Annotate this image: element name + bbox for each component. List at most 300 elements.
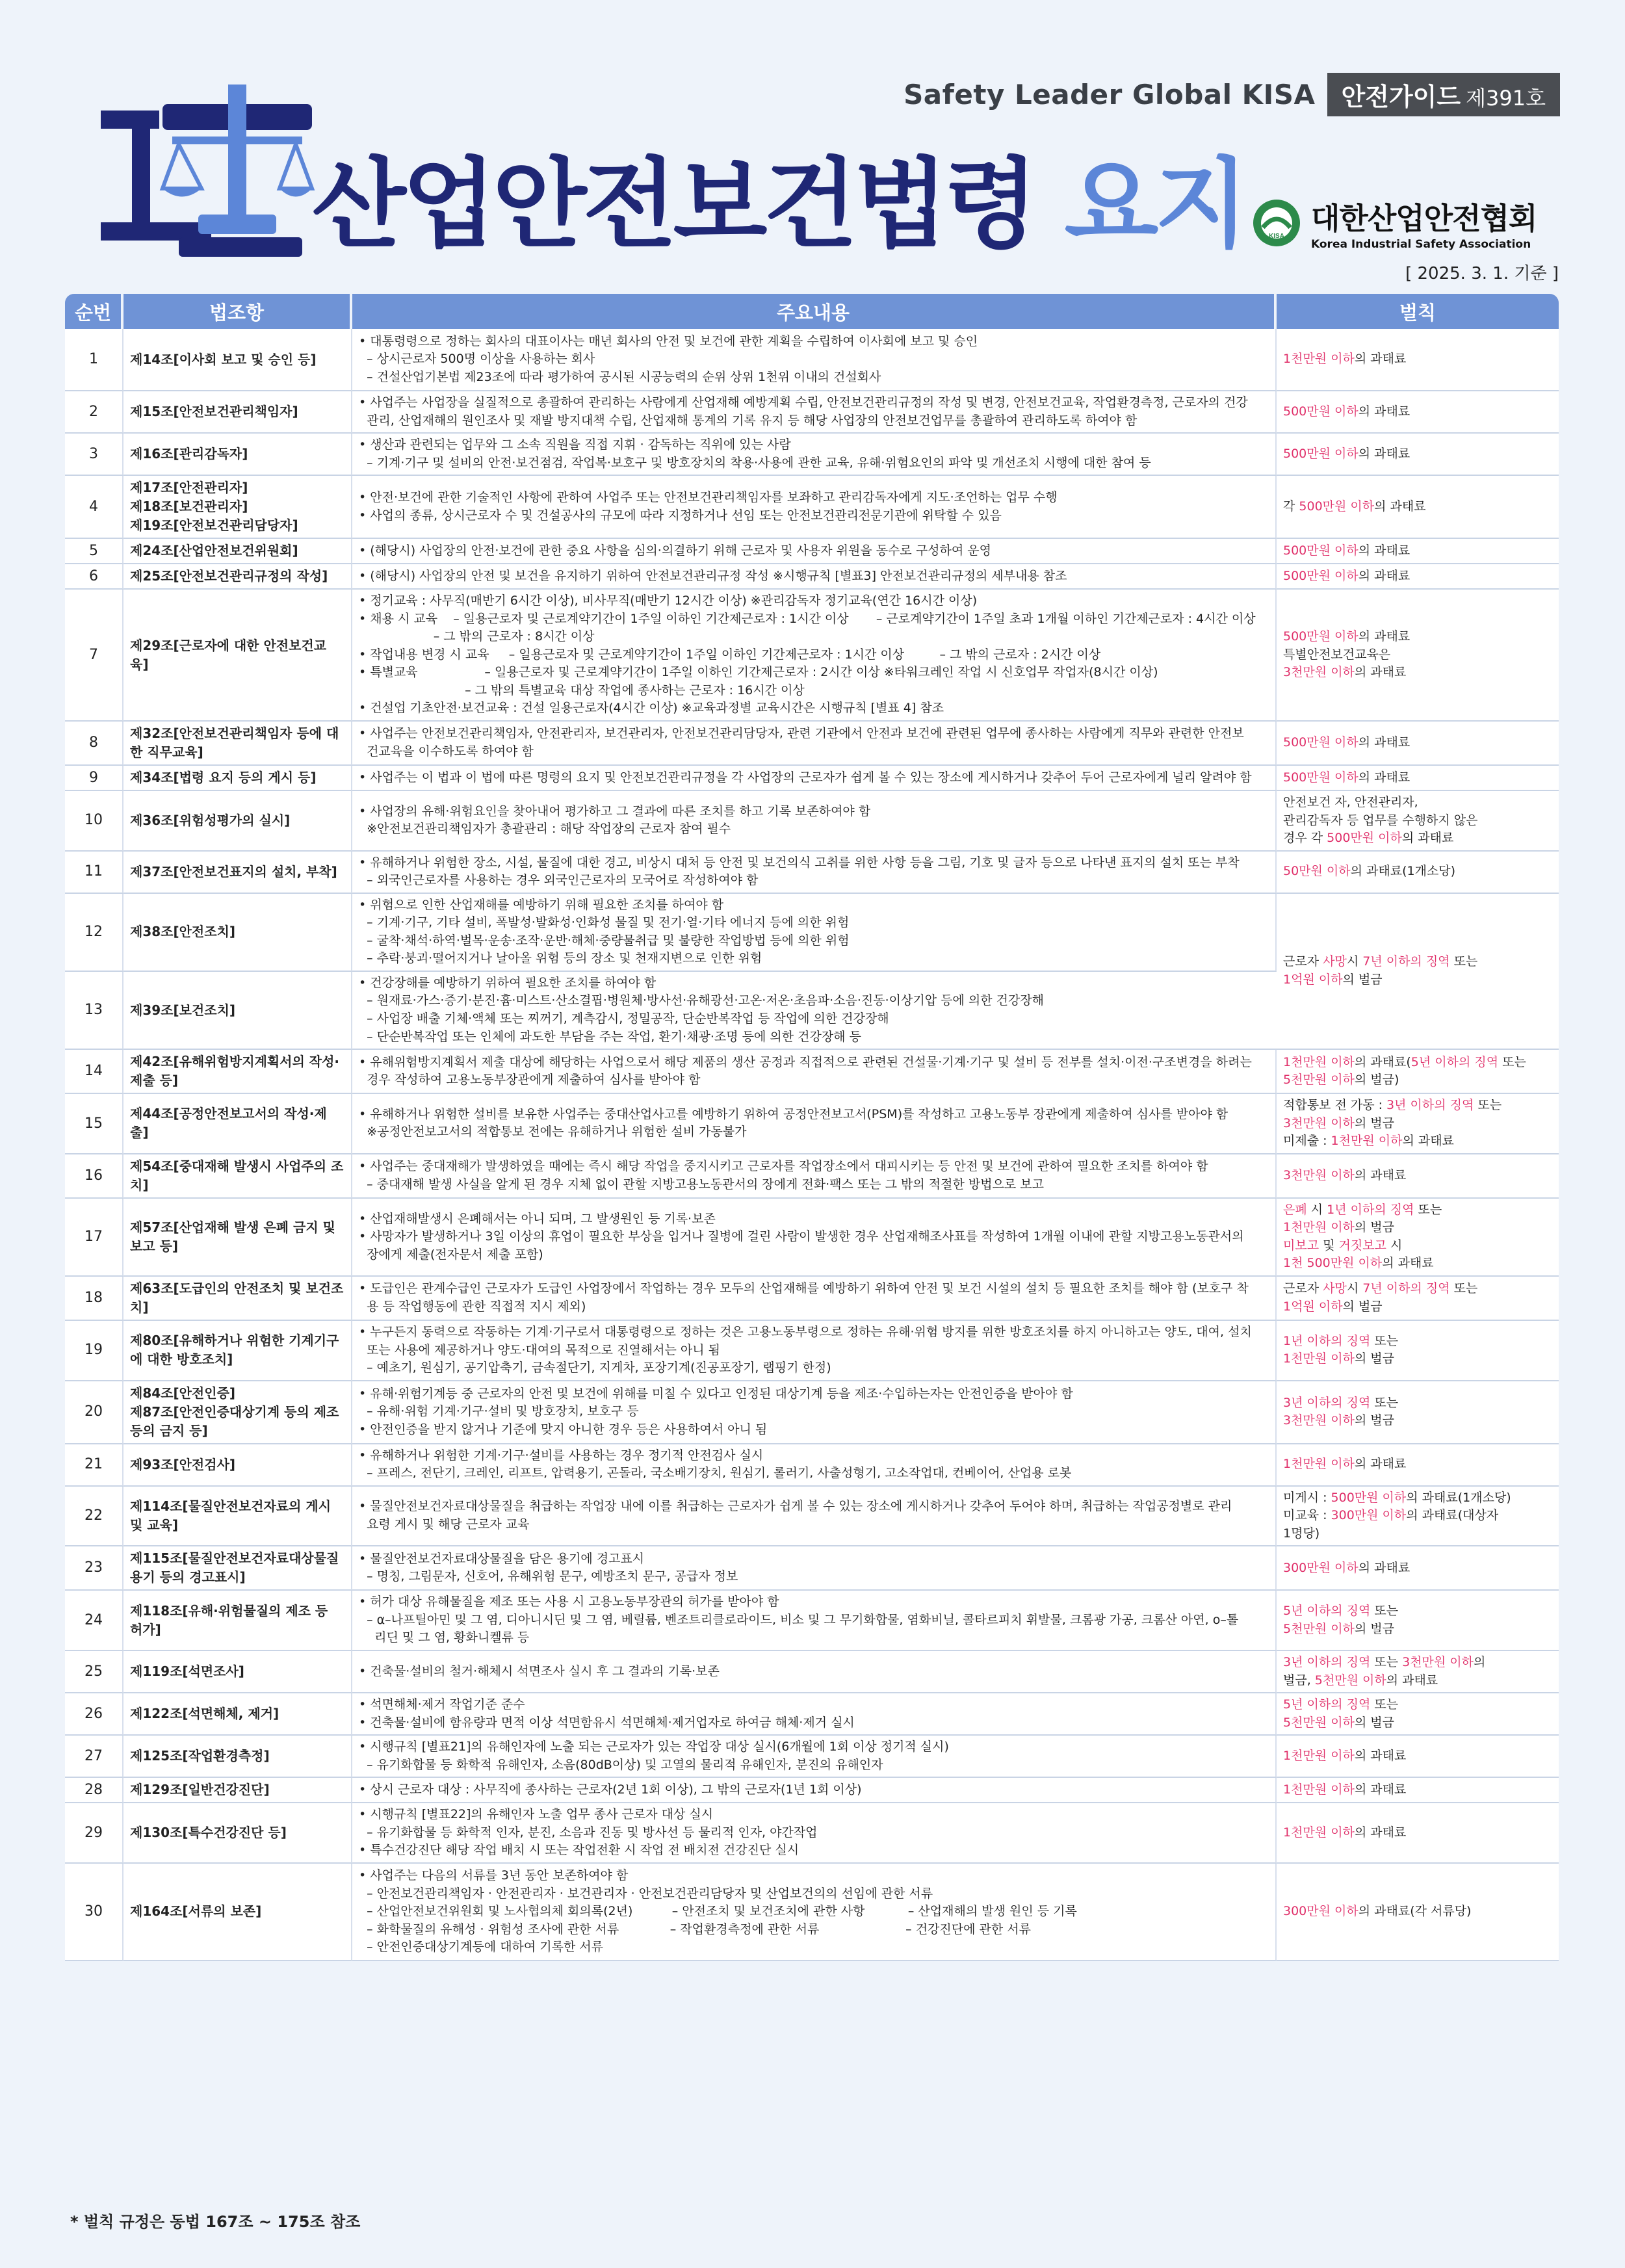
table-row	[65, 1094, 1559, 1154]
penalty	[1277, 1321, 1559, 1381]
guide-badge	[1327, 73, 1560, 116]
penalty-text: 또는	[1370, 1604, 1399, 1619]
table-row	[65, 1154, 1559, 1199]
row-number: 14	[65, 1050, 124, 1094]
content-line: • 유해하거나 위험한 기계·기구·설비를 사용하는 경우 정기적 안전검사 실시	[359, 1448, 764, 1463]
penalty-amount: 3천만원 이하	[1402, 1654, 1474, 1669]
penalty-line	[1283, 498, 1552, 516]
penalty	[1277, 476, 1559, 539]
penalty	[1277, 852, 1559, 894]
penalty-amount: 사망	[1323, 954, 1347, 969]
penalty-amount: 1천만원 이하	[1283, 1457, 1355, 1472]
row-number: 22	[65, 1487, 124, 1547]
penalty-line	[1283, 953, 1552, 971]
penalty-line	[1283, 1507, 1552, 1525]
penalty-line	[1283, 1489, 1552, 1507]
main-content	[352, 434, 1277, 476]
main-content	[352, 1864, 1277, 1961]
penalty-line	[1283, 829, 1552, 848]
penalty-amount: 500만원 이하	[1283, 543, 1358, 558]
penalty-text: 의 과태료	[1401, 831, 1454, 846]
header-penalty: 벌칙	[1277, 294, 1559, 329]
penalty	[1277, 1199, 1559, 1277]
penalty-amount: 300만원 이하	[1283, 1560, 1358, 1575]
row-number: 20	[65, 1381, 124, 1444]
header-content: 주요내용	[352, 294, 1277, 329]
main-content	[352, 894, 1277, 972]
page-title	[312, 148, 1245, 261]
content-line: – 상시근로자 500명 이상을 사용하는 회사	[359, 352, 595, 367]
content-line: – 그 밖의 특별교육 대상 작업에 종사하는 근로자 : 16시간 이상	[359, 683, 805, 697]
content-line: 리딘 및 그 염, 황화니켈류 등	[359, 1630, 530, 1645]
penalty-amount: 1억원 이하	[1283, 972, 1343, 987]
penalty-amount: 5천만원 이하	[1283, 1073, 1355, 1088]
table-row	[65, 564, 1559, 590]
penalty-amount: 1천만원 이하	[1283, 1351, 1355, 1366]
content-line: • 사업주는 다음의 서류를 3년 동안 보존하여야 함	[359, 1868, 629, 1883]
row-number: 4	[65, 476, 124, 539]
law-article: 제57조[산업재해 발생 은폐 금지 및 보고 등]	[124, 1199, 352, 1277]
table-row	[65, 391, 1559, 434]
content-line: • 안전·보건에 관한 기술적인 사항에 관하여 사업주 또는 안전보건관리책임자를 보좌하고 관리감독자에게 지도·조언하는 업무 수행	[359, 490, 1058, 505]
main-content	[352, 329, 1277, 391]
penalty-text: 관리감독자 등 업무를 수행하지 않은	[1283, 813, 1478, 828]
penalty-amount: 1년 이하의 징역	[1283, 1333, 1371, 1348]
penalty-amount: 5천만원 이하	[1283, 1621, 1355, 1636]
penalty-amount: 1천만원 이하	[1283, 1748, 1355, 1763]
content-line: – 단순반복작업 또는 인체에 과도한 부담을 주는 작업, 환기·채광·조명 등에 의한 건강장해 등	[359, 1029, 861, 1044]
penalty-line	[1283, 1298, 1552, 1316]
penalty-line	[1283, 1525, 1552, 1543]
header-no: 순번	[65, 294, 124, 329]
penalty-line	[1283, 1621, 1552, 1639]
penalty-text: 의 과태료	[1358, 770, 1410, 785]
penalty-amount: 1천만원 이하	[1283, 1054, 1355, 1069]
penalty-text: 의	[1474, 1654, 1486, 1669]
main-content	[352, 1693, 1277, 1736]
table-row	[65, 1651, 1559, 1693]
main-content	[352, 476, 1277, 539]
content-line: • 사업의 종류, 상시근로자 수 및 건설공사의 규모에 따라 지정하거나 선임 또는 안전보건관리전문기관에 위탁할 수 있음	[359, 508, 1002, 523]
law-article: 제32조[안전보건관리책임자 등에 대한 직무교육]	[124, 722, 352, 766]
law-article: 제164조[서류의 보존]	[124, 1864, 352, 1961]
table-row	[65, 1803, 1559, 1864]
penalty-text: 의 과태료	[1358, 735, 1410, 750]
content-line: • 안전인증을 받지 않거나 기준에 맞지 아니한 경우 등은 사용하여서 아니 됨	[359, 1422, 768, 1437]
penalty-line	[1283, 1350, 1552, 1368]
penalty-text: 또는	[1498, 1054, 1526, 1069]
penalty-amount: 300만원 이하	[1331, 1508, 1407, 1523]
content-line: – 안전보건관리책임자 · 안전관리자 · 보건관리자 · 안전보건관리담당자 및 산업보건의의 선임에 관한 서류	[359, 1886, 933, 1901]
main-content	[352, 590, 1277, 722]
row-number: 8	[65, 722, 124, 766]
content-line: • 특수건강진단 해당 작업 배치 시 또는 작업전환 시 작업 전 배치전 건강진단 실시	[359, 1843, 800, 1858]
penalty-amount: 3년 이하의 징역	[1283, 1395, 1371, 1410]
content-line: • 건설업 기초안전·보건교육 : 건설 일용근로자(4시간 이상) ※교육과정별 교육시간은 시행규칙 [별표 4] 참조	[359, 701, 944, 716]
penalty-text: 의 벌금	[1354, 1220, 1395, 1235]
penalty-text: 또는	[1370, 1333, 1399, 1348]
table-row	[65, 434, 1559, 476]
penalty-text: 또는	[1474, 1098, 1502, 1113]
content-line: • 건강장해를 예방하기 위하여 필요한 조치를 하여야 함	[359, 975, 656, 990]
penalty-line	[1283, 1602, 1552, 1621]
content-line: – 사업장 배출 기체·액체 또는 찌꺼기, 계측감시, 정밀공작, 단순반복작업 등 작업에 의한 건강장해	[359, 1011, 889, 1026]
content-line: – 명칭, 그림문자, 신호어, 유해위험 문구, 예방조치 문구, 공급자 정보	[359, 1569, 738, 1584]
content-line: 또는 사용에 제공하거나 양도·대여의 목적으로 진열해서는 아니 됨	[359, 1342, 720, 1357]
content-line: • 사업주는 사업장을 실질적으로 총괄하여 관리하는 사람에게 산업재해 예방계획 수립, 안전보건관리규정의 작성 및 변경, 안전보건교육, 작업환경측정, 근로자의 건강	[359, 395, 1248, 410]
table-row	[65, 1778, 1559, 1803]
penalty	[1277, 1693, 1559, 1736]
penalty-amount: 500만원 이하	[1283, 629, 1358, 644]
penalty-line	[1283, 1115, 1552, 1133]
content-line: • 시행규칙 [별표22]의 유해인자 노출 업무 종사 근로자 대상 실시	[359, 1807, 714, 1822]
content-line: – 유해·위험 기계·기구·설비 및 방호장치, 보호구 등	[359, 1404, 639, 1419]
penalty-amount: 1천만원 이하	[1283, 1825, 1355, 1840]
row-number: 15	[65, 1094, 124, 1154]
penalty-text: 1명당)	[1283, 1526, 1320, 1541]
main-content	[352, 1591, 1277, 1651]
penalty-line	[1283, 794, 1552, 812]
row-number: 28	[65, 1778, 124, 1803]
penalty-amount: 5년 이하의 징역	[1283, 1697, 1371, 1712]
content-line: – 기계·기구, 기타 설비, 폭발성·발화성·인화성 물질 및 전기·열·기타 에너지 등에 의한 위험	[359, 915, 850, 930]
penalty-text: 의 과태료	[1358, 446, 1410, 461]
row-number: 9	[65, 766, 124, 791]
penalty-line	[1283, 1654, 1552, 1672]
row-number: 10	[65, 791, 124, 852]
main-content	[352, 1803, 1277, 1864]
content-line: • 정기교육 : 사무직(매반기 6시간 이상), 비사무직(매반기 12시간 이상) ※관리감독자 정기교육(연간 16시간 이상)	[359, 593, 978, 608]
guide-label: 안전가이드	[1341, 83, 1461, 111]
content-line: ※안전보건관리책임자가 총괄관리 : 해당 작업장의 근로자 참여 필수	[359, 822, 731, 837]
content-line: – 굴착·채석·하역·벌목·운송·조작·운반·해체·중량물취급 및 불량한 작업방법 등에 의한 위험	[359, 933, 850, 948]
law-article: 제114조[물질안전보건자료의 게시 및 교육]	[124, 1487, 352, 1547]
penalty-text: 의 과태료	[1354, 1457, 1407, 1472]
content-line: • 건축물·설비의 철거·해체시 석면조사 실시 후 그 결과의 기록·보존	[359, 1663, 720, 1678]
penalty-text: 또는	[1370, 1395, 1399, 1410]
content-line: • (해당시) 사업장의 안전·보건에 관한 중요 사항을 심의·의결하기 위해 근로자 및 사용자 위원을 동수로 구성하여 운영	[359, 543, 991, 558]
content-line: – 예초기, 원심기, 공기압축기, 금속절단기, 지게차, 포장기계(진공포장기, 랩핑기 한정)	[359, 1361, 831, 1375]
row-number: 29	[65, 1803, 124, 1864]
row-number: 5	[65, 539, 124, 564]
penalty	[1277, 539, 1559, 564]
penalty-amount: 3천만원 이하	[1283, 1167, 1355, 1182]
penalty	[1277, 791, 1559, 852]
penalty-line	[1283, 734, 1552, 752]
law-article: 제24조[산업안전보건위원회]	[124, 539, 352, 564]
penalty	[1277, 1651, 1559, 1693]
table-row	[65, 852, 1559, 894]
content-line: • 특별교육 – 일용근로자 및 근로계약기간이 1주일 이하인 기간제근로자 : 2시간 이상 ※타워크레인 작업 시 신호업무 작업자(8시간 이상)	[359, 665, 1158, 680]
content-line: – 유기화합물 등 화학적 인자, 분진, 소음과 진동 및 방사선 등 물리적 인자, 야간작업	[359, 1825, 818, 1840]
penalty-text: 특별안전보건교육은	[1283, 647, 1391, 662]
main-content	[352, 1050, 1277, 1094]
penalty-amount: 3년 이하의 징역	[1283, 1654, 1371, 1669]
main-content	[352, 1736, 1277, 1778]
penalty-amount: 500만원 이하	[1327, 831, 1402, 846]
penalty-text: 적합통보 전 가동 :	[1283, 1098, 1387, 1113]
row-number: 17	[65, 1199, 124, 1277]
row-number: 11	[65, 852, 124, 894]
law-article: 제17조[안전관리자] 제18조[보건관리자] 제19조[안전보건관리담당자]	[124, 476, 352, 539]
law-article: 제37조[안전보건표지의 설치, 부착]	[124, 852, 352, 894]
main-content	[352, 1321, 1277, 1381]
penalty-line	[1283, 1559, 1552, 1578]
law-article: 제125조[작업환경측정]	[124, 1736, 352, 1778]
penalty-text: 의 과태료	[1354, 352, 1407, 367]
penalty-line	[1283, 1054, 1552, 1072]
law-article: 제42조[유해위험방지계획서의 작성·제출 등]	[124, 1050, 352, 1094]
table-row	[65, 791, 1559, 852]
penalty	[1277, 1546, 1559, 1591]
penalty-text: 또는	[1370, 1697, 1399, 1712]
content-line: ※공정안전보고서의 적합통보 전에는 유해하거나 위험한 설비 가동불가	[359, 1125, 747, 1140]
content-line: • 유해하거나 위험한 설비를 보유한 사업주는 중대산업사고를 예방하기 위하여 공정안전보고서(PSM)를 작성하고 고용노동부 장관에게 제출하여 심사를 받아야 함	[359, 1106, 1228, 1121]
content-line: • (해당시) 사업장의 안전 및 보건을 유지하기 위하여 안전보건관리규정 작성 ※시행규칙 [별표3] 안전보건관리규정의 세부내용 참조	[359, 568, 1067, 583]
penalty-amount: 500만원 이하	[1283, 446, 1358, 461]
penalty	[1277, 590, 1559, 722]
main-content	[352, 766, 1277, 791]
row-number: 24	[65, 1591, 124, 1651]
row-number: 18	[65, 1277, 124, 1321]
row-number: 16	[65, 1154, 124, 1199]
penalty	[1277, 1094, 1559, 1154]
content-line: – 화학물질의 유해성 · 위험성 조사에 관한 서류 – 작업환경측정에 관한 서류 – 건강진단에 관한 서류	[359, 1922, 1031, 1936]
penalty-amount: 7년 이하의 징역	[1362, 1281, 1450, 1296]
penalty-line	[1283, 1903, 1552, 1921]
table-row	[65, 1381, 1559, 1444]
table-body	[65, 329, 1559, 1961]
row-number: 12	[65, 894, 124, 972]
penalty-text: 또는	[1450, 1281, 1478, 1296]
org-name-ko: 대한산업안전협회	[1311, 201, 1537, 236]
content-line: – 유기화합물 등 화학적 유해인자, 소음(80dB이상) 및 고열의 물리적 유해인자, 분진의 유해인자	[359, 1757, 883, 1772]
table-row	[65, 722, 1559, 766]
row-number: 1	[65, 329, 124, 391]
penalty	[1277, 1154, 1559, 1199]
table-row	[65, 1277, 1559, 1321]
penalty-text: 의 과태료(각 서류당)	[1358, 1904, 1472, 1919]
main-content	[352, 564, 1277, 590]
penalty-amount: 은폐	[1283, 1202, 1307, 1217]
content-line: • 유해위험방지계획서 제출 대상에 해당하는 사업으로서 해당 제품의 생산 공정과 직접적으로 관련된 건설물·기계·기구 및 설비 등 전부를 설치·이전·구조변경을 하려는	[359, 1054, 1252, 1069]
content-line: • 누구든지 동력으로 작동하는 기계·기구로서 대통령령으로 정하는 것은 고용노동부령으로 정하는 유해·위험 방지를 위한 방호조치를 하지 아니하고는 양도, 대여, 설치	[359, 1324, 1252, 1339]
penalty-text: 미교육 :	[1283, 1508, 1331, 1523]
penalty-text: 의 벌금	[1342, 972, 1383, 987]
content-line: 경우 작성하여 고용노동부장관에게 제출하여 심사를 받아야 함	[359, 1073, 701, 1088]
table-row	[65, 1487, 1559, 1547]
row-number: 23	[65, 1546, 124, 1591]
table-row	[65, 329, 1559, 391]
law-scale-icon	[101, 85, 315, 260]
law-summary-table	[65, 294, 1559, 1961]
row-number: 13	[65, 972, 124, 1050]
penalty-line	[1283, 812, 1552, 830]
penalty-text: 의 벌금	[1354, 1715, 1395, 1730]
law-article: 제84조[안전인증] 제87조[안전인증대상기계 등의 제조 등의 금지 등]	[124, 1381, 352, 1444]
content-line: • 사망자가 발생하거나 3일 이상의 휴업이 필요한 부상을 입거나 질병에 걸린 사람이 발생한 경우 산업재해조사표를 작성하여 1개월 이내에 관할 지방고용노동관서의	[359, 1229, 1244, 1244]
penalty-text: 의 과태료	[1358, 1560, 1410, 1575]
content-line: • 산업재해발생시 은폐해서는 아니 되며, 그 발생원인 등 기록·보존	[359, 1211, 716, 1226]
law-article: 제80조[유해하거나 위험한 기계기구에 대한 방호조치]	[124, 1321, 352, 1381]
penalty-amount: 1천만원 이하	[1283, 352, 1355, 367]
title-main: 산업안전보건법령	[312, 148, 1035, 261]
table-row	[65, 1736, 1559, 1778]
row-number: 3	[65, 434, 124, 476]
row-number: 26	[65, 1693, 124, 1736]
main-content	[352, 1778, 1277, 1803]
penalty-line	[1283, 567, 1552, 586]
law-article: 제39조[보건조치]	[124, 972, 352, 1050]
table-row	[65, 766, 1559, 791]
penalty-amount: 3년 이하의 징역	[1386, 1098, 1474, 1113]
penalty-line	[1283, 1201, 1552, 1219]
content-line: – α–나프틸아민 및 그 염, 디아니시딘 및 그 염, 베릴륨, 벤조트리클로라이드, 비소 및 그 무기화합물, 염화비닐, 콜타르피치 휘발물, 크롬광 가공, 크롬산 아연, o–톨	[359, 1612, 1239, 1627]
main-content	[352, 972, 1277, 1050]
content-line: – 중대재해 발생 사실을 알게 된 경우 지체 없이 관할 지방고용노동관서의 장에게 전화·팩스 또는 그 밖의 적절한 방법으로 보고	[359, 1177, 1045, 1192]
penalty-amount: 500만원 이하	[1283, 568, 1358, 583]
title-accent: 요지	[1064, 148, 1245, 261]
content-line: – 원재료·가스·증기·분진·흄·미스트·산소결핍·병원체·방사선·유해광선·고온·저온·초음파·소음·진동·이상기압 등에 의한 건강장해	[359, 993, 1045, 1008]
row-number: 6	[65, 564, 124, 590]
penalty-line	[1283, 1747, 1552, 1766]
penalty-text: 의 과태료	[1382, 1256, 1434, 1271]
penalty-line	[1283, 1167, 1552, 1185]
table-row	[65, 1693, 1559, 1736]
penalty-amount: 미보고	[1283, 1238, 1320, 1253]
penalty-amount: 7년 이하의 징역	[1362, 954, 1450, 969]
penalty-text: 근로자	[1283, 1281, 1323, 1296]
penalty-text: 의 벌금)	[1354, 1073, 1399, 1088]
penalty	[1277, 329, 1559, 391]
table-row	[65, 1444, 1559, 1487]
penalty-amount: 5년 이하의 징역	[1283, 1604, 1371, 1619]
law-article: 제122조[석면해체, 제거]	[124, 1693, 352, 1736]
penalty-text: 의 과태료(대상자	[1406, 1508, 1499, 1523]
content-line: • 물질안전보건자료대상물질을 담은 용기에 경고표시	[359, 1551, 645, 1566]
main-content	[352, 722, 1277, 766]
law-article: 제63조[도급인의 안전조치 및 보건조치]	[124, 1277, 352, 1321]
law-article: 제34조[법령 요지 등의 게시 등]	[124, 766, 352, 791]
content-line: – 외국인근로자를 사용하는 경우 외국인근로자의 모국어로 작성하여야 함	[359, 873, 759, 888]
content-line: • 작업내용 변경 시 교육 – 일용근로자 및 근로계약기간이 1주일 이하인 기간제근로자 : 1시간 이상 – 그 밖의 근로자 : 2시간 이상	[359, 647, 1101, 662]
content-line: 요령 게시 및 해당 근로자 교육	[359, 1517, 530, 1532]
content-line: – 프레스, 전단기, 크레인, 리프트, 압력용기, 곤돌라, 국소배기장치, 원심기, 롤러기, 사출성형기, 고소작업대, 컨베이어, 산업용 로봇	[359, 1466, 1072, 1481]
law-article: 제119조[석면조사]	[124, 1651, 352, 1693]
org-name-en: Korea Industrial Safety Association	[1311, 238, 1531, 251]
main-content	[352, 1546, 1277, 1591]
penalty	[1277, 391, 1559, 434]
penalty-text: 의 벌금	[1342, 1299, 1383, 1314]
law-article: 제44조[공정안전보고서의 작성·제출]	[124, 1094, 352, 1154]
penalty-line	[1283, 664, 1552, 682]
penalty	[1277, 1864, 1559, 1961]
penalty-text: 의 과태료	[1354, 1748, 1407, 1763]
penalty	[1277, 434, 1559, 476]
row-number: 19	[65, 1321, 124, 1381]
penalty-amount: 3천만원 이하	[1283, 1115, 1355, 1130]
content-line: – 그 밖의 근로자 : 8시간 이상	[359, 629, 595, 644]
content-line: • 유해·위험기계등 중 근로자의 안전 및 보건에 위해를 미칠 수 있다고 인정된 대상기계 등을 제조·수입하는자는 안전인증을 받아야 함	[359, 1386, 1073, 1401]
content-line: – 안전인증대상기계등에 대하여 기록한 서류	[359, 1940, 604, 1955]
main-content	[352, 1094, 1277, 1154]
penalty	[1277, 1050, 1559, 1094]
kisa-emblem-icon	[1251, 198, 1302, 248]
penalty-text: 시	[1346, 1281, 1363, 1296]
content-line: • 사업장의 유해·위험요인을 찾아내어 평가하고 그 결과에 따른 조치를 하고 기록 보존하여야 함	[359, 803, 871, 818]
penalty	[1277, 1444, 1559, 1487]
penalty-text: 미제출 :	[1283, 1134, 1331, 1149]
law-article: 제38조[안전조치]	[124, 894, 352, 972]
penalty-line	[1283, 1781, 1552, 1799]
penalty-text: 벌금,	[1283, 1673, 1315, 1688]
penalty-line	[1283, 1237, 1552, 1255]
penalty-line	[1283, 1132, 1552, 1151]
penalty-text: 의 과태료	[1354, 1167, 1407, 1182]
penalty-text: 의 과태료	[1402, 1134, 1454, 1149]
penalty-amount: 500만원 이하	[1283, 735, 1358, 750]
header	[0, 0, 1625, 293]
main-content	[352, 1444, 1277, 1487]
penalty-amount: 1년 이하의 징역	[1327, 1202, 1414, 1217]
main-content	[352, 1154, 1277, 1199]
content-line: • 사업주는 중대재해가 발생하였을 때에는 즉시 해당 작업을 중지시키고 근로자를 작업장소에서 대피시키는 등 안전 및 보건에 관하여 필요한 조치를 하여야 함	[359, 1159, 1208, 1174]
penalty-line	[1283, 1412, 1552, 1430]
penalty	[1277, 1381, 1559, 1444]
penalty-text: 의 과태료	[1354, 665, 1407, 680]
table-row	[65, 1050, 1559, 1094]
content-line: • 사업주는 안전보건관리책임자, 안전관리자, 보건관리자, 안전보건관리담당자, 관련 기관에서 안전과 보건에 관련된 업무에 종사하는 사람에게 직무와 관련한 안전보	[359, 726, 1244, 741]
penalty-text: 의 벌금	[1354, 1115, 1395, 1130]
penalty-line	[1283, 1672, 1552, 1690]
penalty-text: 의 과태료(1개소당)	[1350, 864, 1456, 879]
law-article: 제115조[물질안전보건자료대상물질 용기 등의 경고표시]	[124, 1546, 352, 1591]
law-article: 제36조[위험성평가의 실시]	[124, 791, 352, 852]
content-line: – 건설산업기본법 제23조에 따라 평가하여 공시된 시공능력의 순위 상위 1천위 이내의 건설회사	[359, 369, 881, 384]
penalty-line	[1283, 1097, 1552, 1115]
penalty-line	[1283, 1333, 1552, 1351]
penalty-line	[1283, 445, 1552, 463]
main-content	[352, 791, 1277, 852]
content-line: – 산업안전보건위원회 및 노사협의체 회의록(2년) – 안전조치 및 보건조치에 관한 사항 – 산업재해의 발생 원인 등 기록	[359, 1904, 1077, 1919]
penalty	[1277, 766, 1559, 791]
reference-date: [ 2025. 3. 1. 기준 ]	[1405, 264, 1559, 283]
content-line: – 기계·기구 및 설비의 안전·보건점검, 작업복·보호구 및 방호장치의 착용·사용에 관한 교육, 유해·위험요인의 파악 및 개선조치 시행에 대한 참여 등	[359, 455, 1151, 470]
table-row	[65, 476, 1559, 539]
main-content	[352, 1651, 1277, 1693]
organization-logo	[1251, 195, 1537, 251]
penalty-amount: 1천만원 이하	[1283, 1782, 1355, 1797]
penalty-amount: 500만원 이하	[1299, 499, 1375, 514]
penalty-amount: 3천만원 이하	[1283, 665, 1355, 680]
penalty-text: 의 과태료	[1358, 629, 1410, 644]
content-line: – 추락·붕괴·떨어지거나 날아올 위험 등의 장소 및 천재지변으로 인한 위험	[359, 951, 762, 966]
penalty-line	[1283, 1394, 1552, 1413]
content-line: • 사업주는 이 법과 이 법에 따른 명령의 요지 및 안전보건관리규정을 각 사업장의 근로자가 쉽게 볼 수 있는 장소에 게시하거나 갖추어 두어 근로자에게 널리 알려야 함	[359, 770, 1252, 785]
main-content	[352, 1277, 1277, 1321]
row-number: 2	[65, 391, 124, 434]
table-row	[65, 1864, 1559, 1961]
penalty-text: 경우 각	[1283, 831, 1327, 846]
main-content	[352, 1487, 1277, 1547]
law-article: 제25조[안전보건관리규정의 작성]	[124, 564, 352, 590]
penalty-line	[1283, 971, 1552, 989]
content-line: • 채용 시 교육 – 일용근로자 및 근로계약기간이 1주일 이하인 기간제근로자 : 1시간 이상 – 근로계약기간이 1주일 초과 1개월 이하인 기간제근로자 : 4시간 이상	[359, 611, 1256, 626]
penalty-text: 또는	[1450, 954, 1478, 969]
penalty	[1277, 1803, 1559, 1864]
penalty-text: 의 벌금	[1354, 1413, 1395, 1428]
penalty-amount: 1천만원 이하	[1331, 1134, 1403, 1149]
